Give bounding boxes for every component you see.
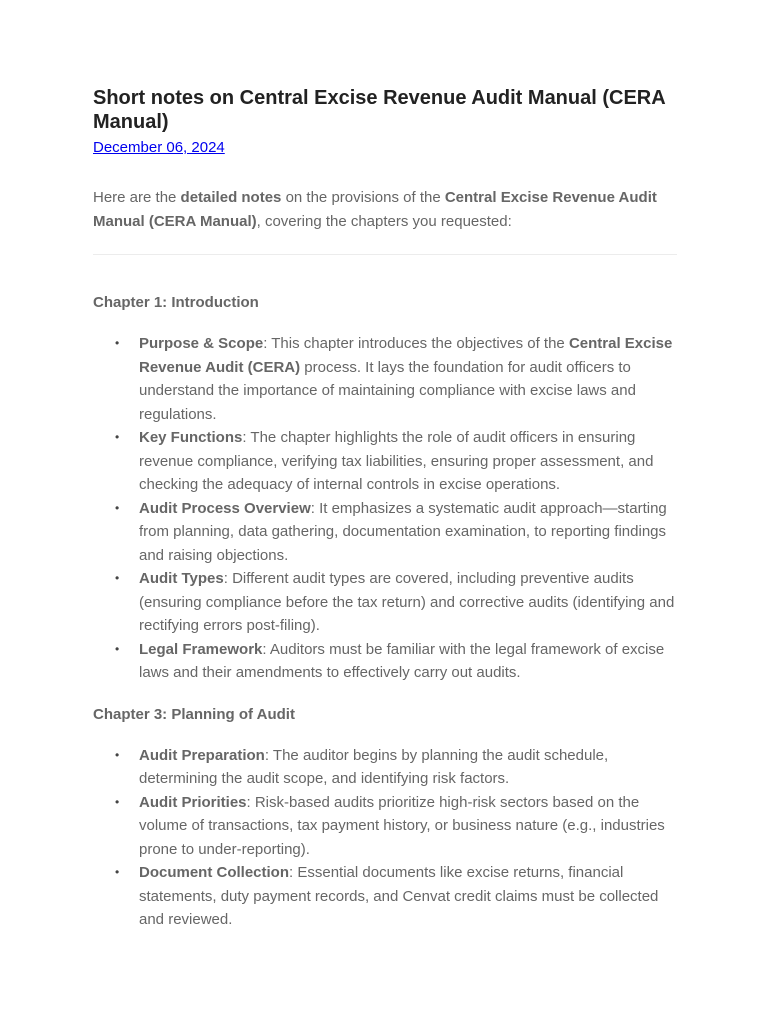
item-text: : Risk-based audits prioritize high-risk sectors based on the volume of transactions, tax payment history, or business nature (e.g., industries prone to under-reporting). bbox=[139, 793, 665, 858]
bullet-icon: • bbox=[115, 747, 120, 762]
list-item bbox=[115, 638, 677, 685]
item-text: : Auditors must be familiar with the legal framework of excise laws and their amendments to effectively carry out audits. bbox=[139, 640, 665, 681]
intro-text: , covering the chapters you requested: bbox=[256, 212, 512, 230]
list-item bbox=[115, 426, 677, 497]
list-item bbox=[115, 332, 677, 426]
intro-bold-text: Central Excise Revenue Audit Manual (CERA Manual) bbox=[93, 189, 657, 230]
item-term: Legal Framework bbox=[139, 640, 263, 658]
item-term: Purpose & Scope bbox=[139, 335, 264, 352]
list-item bbox=[115, 497, 677, 568]
list-item bbox=[115, 791, 677, 862]
post-date-link[interactable]: December 06, 2024 bbox=[93, 139, 225, 156]
intro-text: Here are the bbox=[93, 189, 181, 206]
chapter-1-list bbox=[93, 332, 677, 685]
item-term: Audit Process Overview bbox=[139, 499, 311, 517]
list-item bbox=[115, 744, 677, 791]
list-item bbox=[115, 861, 677, 932]
intro-bold-text: detailed notes bbox=[180, 189, 282, 206]
article-title: Short notes on Central Excise Revenue Audit Manual (CERA Manual) bbox=[93, 87, 665, 133]
bullet-icon: • bbox=[115, 865, 120, 879]
item-bold-text: Central Excise Revenue Audit (CERA) bbox=[139, 335, 673, 376]
bullet-icon: • bbox=[115, 571, 120, 585]
item-term: Audit Types bbox=[139, 570, 224, 587]
bullet-icon: • bbox=[115, 430, 120, 444]
item-term: Document Collection bbox=[139, 864, 290, 881]
chapter-3-heading: Chapter 3: Planning of Audit bbox=[93, 705, 295, 723]
item-text: : It emphasizes a systematic audit approach—starting from planning, data gathering, documentation examination, to reporting findings and raising objections. bbox=[139, 499, 667, 564]
item-text: : This chapter introduces the objectives of the bbox=[263, 335, 569, 352]
intro-text: on the provisions of the bbox=[281, 189, 445, 206]
intro-paragraph bbox=[93, 186, 677, 233]
item-text: : Different audit types are covered, including preventive audits (ensuring compliance before the tax return) and corrective audits (identifying and rectifying errors post-filing). bbox=[139, 570, 675, 634]
list-item bbox=[115, 567, 677, 638]
item-text: : Essential documents like excise returns, financial statements, duty payment records, and Cenvat credit claims must be collected and reviewed. bbox=[139, 864, 659, 928]
bullet-icon: • bbox=[115, 794, 120, 809]
article bbox=[93, 86, 677, 932]
bullet-icon: • bbox=[115, 500, 120, 515]
item-term: Key Functions bbox=[139, 429, 243, 446]
bullet-icon: • bbox=[115, 336, 120, 350]
item-term: Audit Priorities bbox=[139, 793, 247, 811]
item-text: process. It lays the foundation for audit officers to understand the importance of maintaining compliance with excise laws and regulations. bbox=[139, 358, 636, 423]
chapter-3-list bbox=[93, 744, 677, 932]
item-text: : The chapter highlights the role of audit officers in ensuring revenue compliance, verifying tax liabilities, ensuring proper assessment, and checking the adequacy of internal controls in excise operations. bbox=[139, 429, 654, 493]
bullet-icon: • bbox=[115, 641, 120, 656]
divider bbox=[93, 254, 677, 255]
chapter-1-heading: Chapter 1: Introduction bbox=[93, 294, 259, 311]
item-text: : The auditor begins by planning the audit schedule, determining the audit scope, and identifying risk factors. bbox=[139, 746, 609, 787]
item-term: Audit Preparation bbox=[139, 746, 265, 764]
